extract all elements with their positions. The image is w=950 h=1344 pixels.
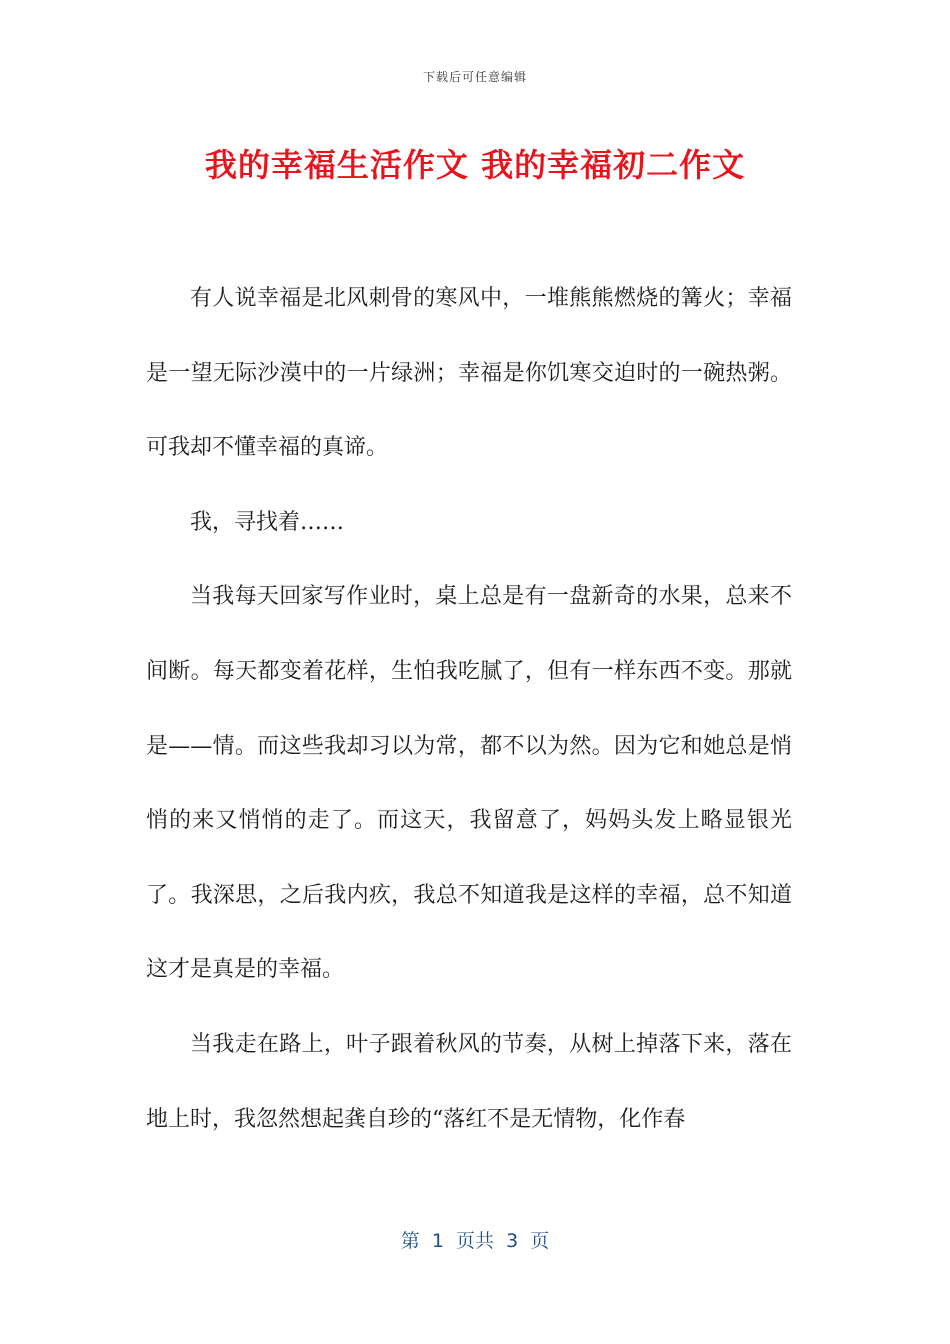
document-body (146, 262, 792, 1157)
body-paragraph: 我，寻找着…… (190, 509, 345, 535)
page-header-note: 下载后可任意编辑 (422, 70, 527, 84)
page-footer-pager: 第 1 页共 3 页 (400, 1230, 550, 1252)
body-paragraph: 当我每天回家写作业时，桌上总是有一盘新奇的水果，总来不间断。每天都变着花样，生怕我吃腻了，但有一样东西不变。那就是——情。而这些我却习以为常，都不以为然。因为它和她总是悄悄的来又悄悄的走了。而这天，我留意了，妈妈头发上略显银光了。我深思，之后我内疚，我总不知道我是这样的幸福，总不知道这才是真是的幸福。 (146, 584, 792, 983)
body-paragraph: 有人说幸福是北风刺骨的寒风中，一堆熊熊燃烧的篝火；幸福是一望无际沙漠中的一片绿洲；幸福是你饥寒交迫时的一碗热粥。可我却不懂幸福的真谛。 (146, 286, 792, 461)
document-title: 我的幸福生活作文 我的幸福初二作文 (204, 146, 746, 184)
body-paragraph: 当我走在路上，叶子跟着秋风的节奏，从树上掉落下来，落在地上时，我忽然想起龚自珍的“落红不是无情物，化作春 (146, 1031, 792, 1132)
